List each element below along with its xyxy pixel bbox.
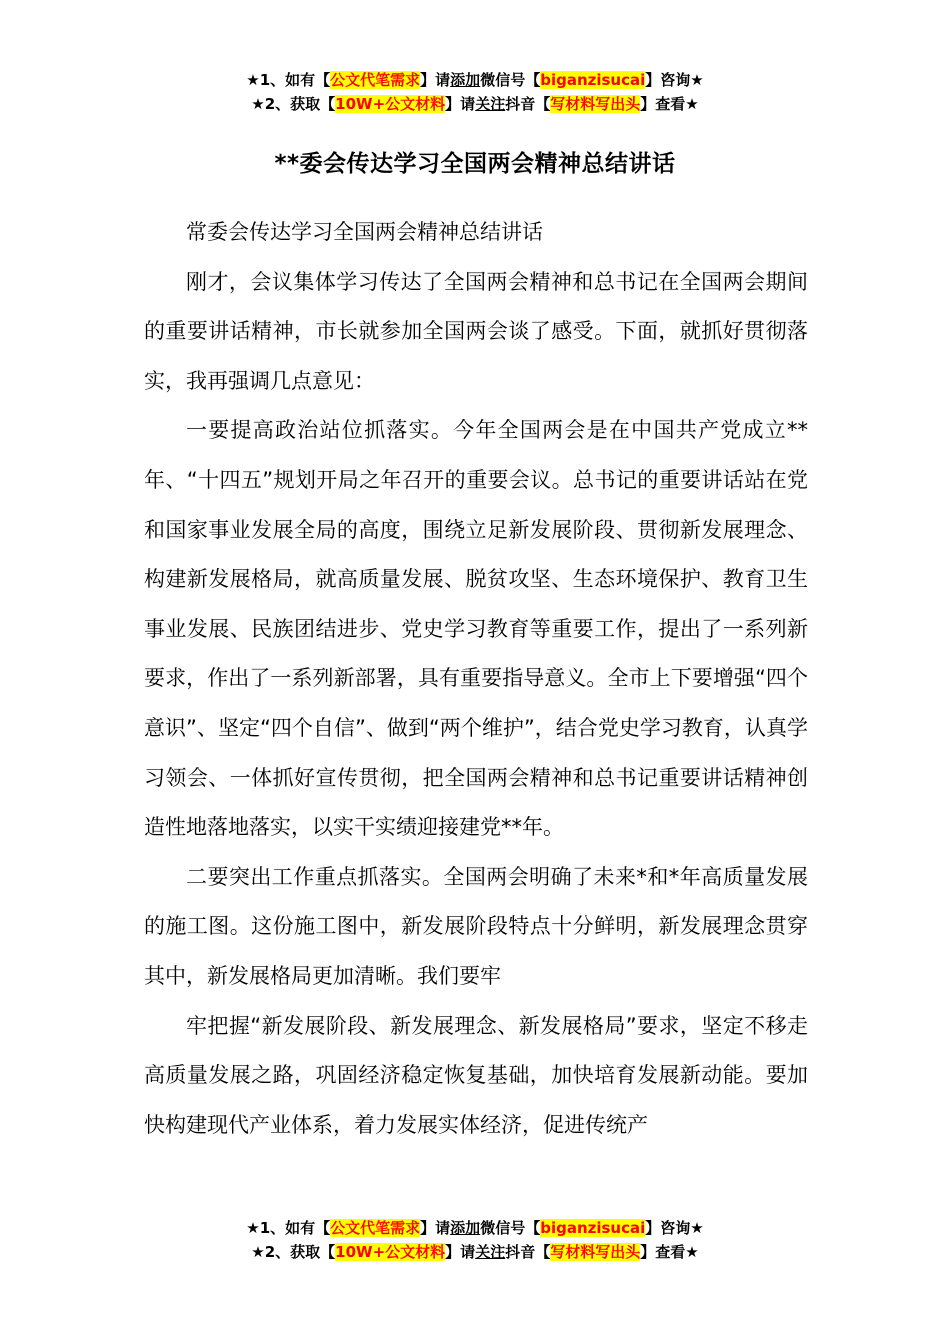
- highlight-service: 公文代笔需求: [330, 1219, 421, 1237]
- highlight-service: 公文代笔需求: [330, 71, 421, 89]
- notice-line-1: [0, 68, 950, 92]
- underlined-text: 关注: [475, 95, 506, 113]
- star-icon: ★: [251, 95, 265, 113]
- notice-text: 】咨询: [645, 71, 691, 89]
- star-icon: ★: [690, 1219, 704, 1237]
- paragraph: 二要突出工作重点抓落实。全国两会明确了未来*和*年高质量发展的施工图。这份施工图中，新发展阶段特点十分鲜明，新发展理念贯穿其中，新发展格局更加清晰。我们要牢: [144, 864, 808, 988]
- underlined-text: 添加: [450, 1219, 481, 1237]
- notice-text: 2、获取【: [264, 95, 336, 113]
- notice-text: 抖音【: [505, 95, 551, 113]
- star-icon: ★: [246, 1219, 260, 1237]
- highlight-douyin-account: 写材料写出头: [550, 95, 641, 113]
- star-icon: ★: [246, 71, 260, 89]
- paragraph: 常委会传达学习全国两会精神总结讲话: [186, 220, 543, 244]
- paragraph: 一要提高政治站位抓落实。今年全国两会是在中国共产党成立**年、“十四五”规划开局之年召开的重要会议。总书记的重要讲话站在党和国家事业发展全局的高度，围绕立足新发展阶段、贯彻新发展理念、构建新发展格局，就高质量发展、脱贫攻坚、生态环境保护、教育卫生事业发展、民族团结进步、党史学习教育等重要工作，提出了一系列新要求，作出了一系列新部署，具有重要指导意义。全市上下要增强“四个意识”、坚定“四个自信”、做到“两个维护”，结合党史学习教育，认真学习领会、一体抓好宣传贯彻，把全国两会精神和总书记重要讲话精神创造性地落地落实，以实干实绩迎接建党**年。: [144, 418, 808, 840]
- star-icon: ★: [685, 95, 699, 113]
- notice-line-2: [0, 92, 950, 116]
- notice-line-1: [0, 1216, 950, 1240]
- highlight-materials: 10W+公文材料: [335, 1243, 446, 1261]
- notice-text: 】请: [420, 71, 451, 89]
- document-title: **委会传达学习全国两会精神总结讲话: [274, 151, 676, 177]
- notice-text: 微信号【: [480, 71, 541, 89]
- notice-text: 】查看: [640, 95, 686, 113]
- highlight-wechat-id: biganzisucai: [540, 1219, 646, 1237]
- notice-text: 微信号【: [480, 1219, 541, 1237]
- notice-line-2: [0, 1240, 950, 1264]
- highlight-wechat-id: biganzisucai: [540, 71, 646, 89]
- notice-text: 2、获取【: [264, 1243, 336, 1261]
- star-icon: ★: [690, 71, 704, 89]
- footer-notice: [0, 1216, 950, 1264]
- notice-text: 1、如有【: [259, 71, 331, 89]
- notice-text: 抖音【: [505, 1243, 551, 1261]
- highlight-douyin-account: 写材料写出头: [550, 1243, 641, 1261]
- underlined-text: 关注: [475, 1243, 506, 1261]
- star-icon: ★: [685, 1243, 699, 1261]
- underlined-text: 添加: [450, 71, 481, 89]
- highlight-materials: 10W+公文材料: [335, 95, 446, 113]
- paragraph: 刚才，会议集体学习传达了全国两会精神和总书记在全国两会期间的重要讲话精神，市长就参加全国两会谈了感受。下面，就抓好贯彻落实，我再强调几点意见：: [144, 269, 808, 393]
- star-icon: ★: [251, 1243, 265, 1261]
- paragraph: 牢把握“新发展阶段、新发展理念、新发展格局”要求，坚定不移走高质量发展之路，巩固经济稳定恢复基础，加快培育发展新动能。要加快构建现代产业体系，着力发展实体经济，促进传统产: [144, 1013, 808, 1137]
- notice-text: 】请: [420, 1219, 451, 1237]
- header-notice: [0, 68, 950, 116]
- notice-text: 】请: [445, 95, 476, 113]
- document-body: [144, 208, 808, 1150]
- notice-text: 】请: [445, 1243, 476, 1261]
- notice-text: 】查看: [640, 1243, 686, 1261]
- notice-text: 】咨询: [645, 1219, 691, 1237]
- notice-text: 1、如有【: [259, 1219, 331, 1237]
